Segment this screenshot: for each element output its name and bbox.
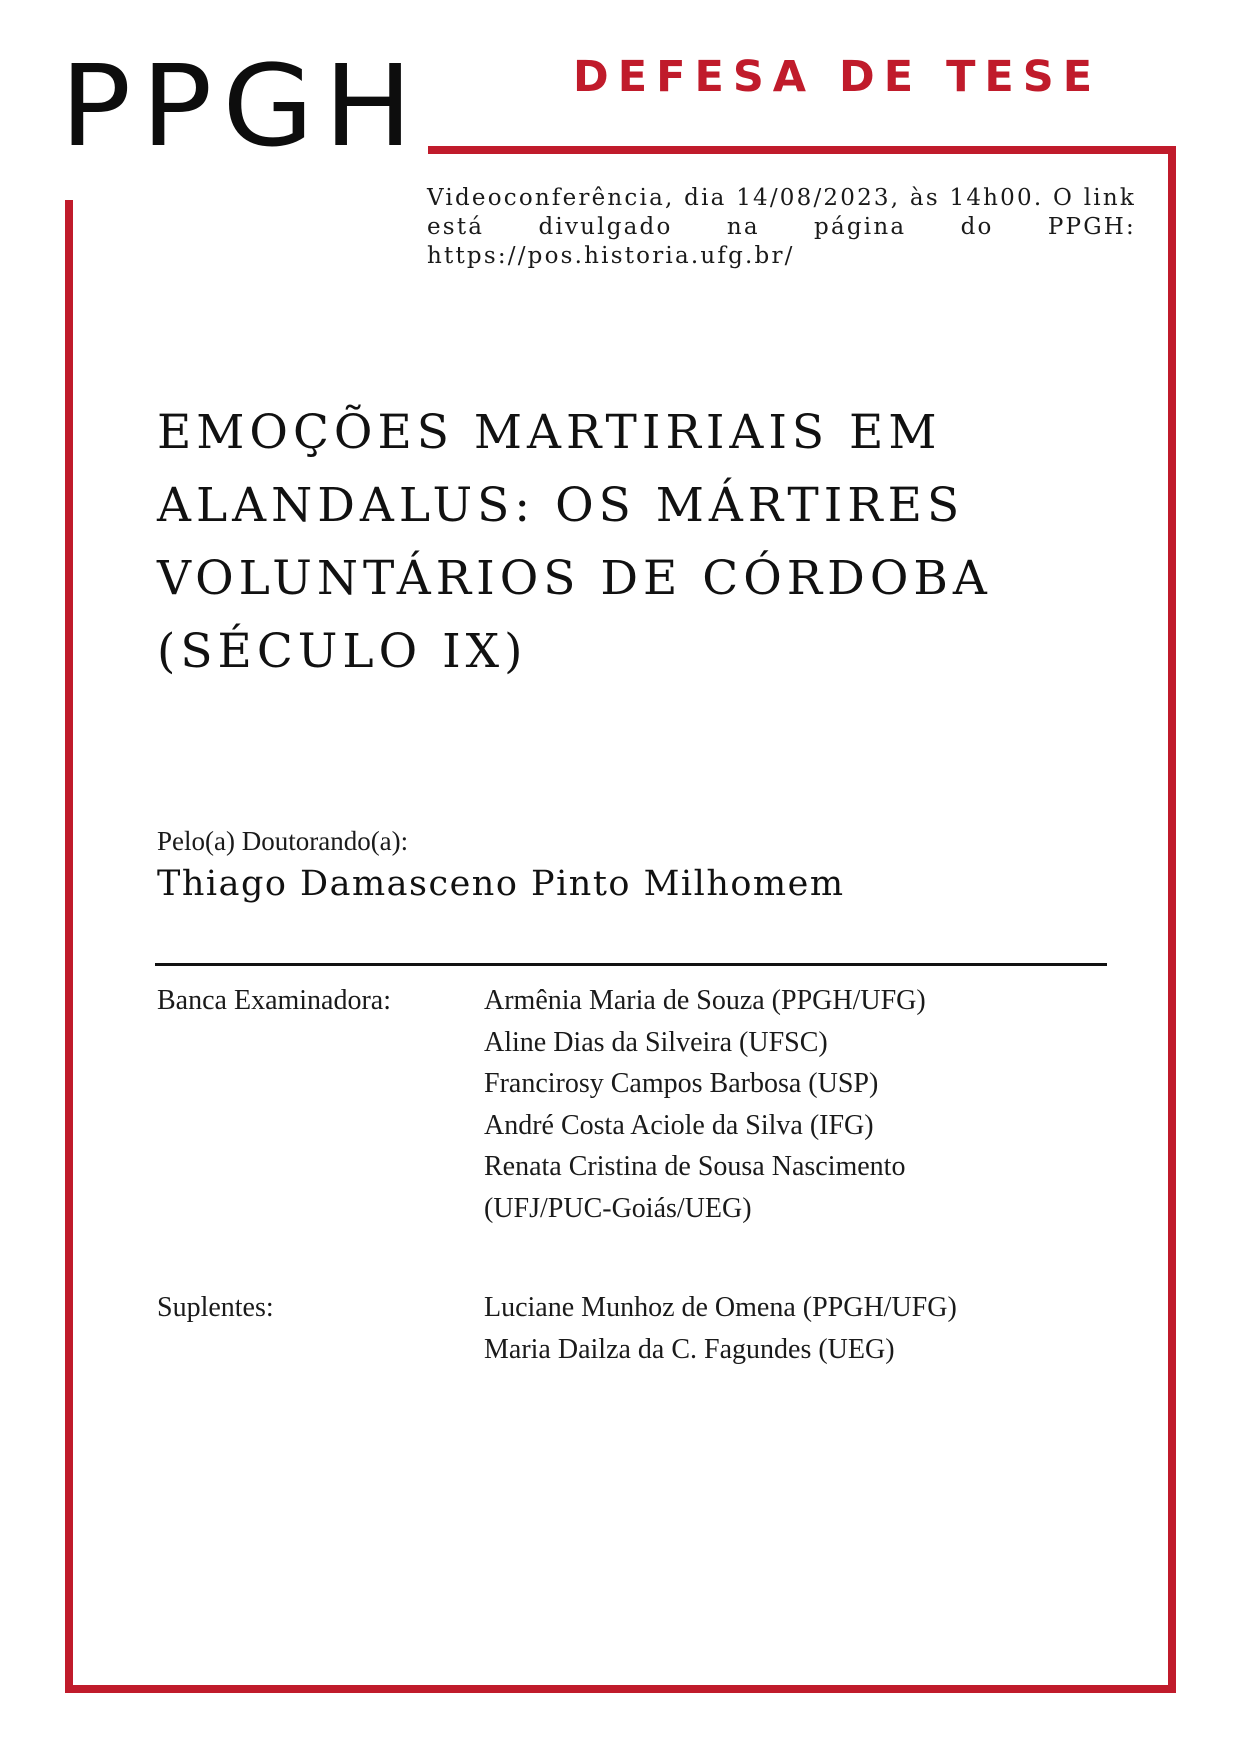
title-line: ALANDALUS: OS MÁRTIRES bbox=[157, 478, 965, 533]
board-member: Renata Cristina de Sousa Nascimento bbox=[484, 1151, 906, 1182]
alternates bbox=[157, 1287, 1117, 1370]
board-member: Armênia Maria de Souza (PPGH/UFG) bbox=[484, 985, 926, 1016]
event-type-label: DEFESA DE TESE bbox=[573, 52, 1102, 102]
alternate-member: Maria Dailza da C. Fagundes (UEG) bbox=[484, 1333, 895, 1365]
board-member: (UFJ/PUC-Goiás/UEG) bbox=[484, 1192, 752, 1224]
title-line: EMOÇÕES MARTIRIAIS EM bbox=[157, 405, 942, 460]
alternate-member: Luciane Munhoz de Omena (PPGH/UFG) bbox=[484, 1292, 957, 1323]
title-line: (SÉCULO IX) bbox=[157, 624, 528, 679]
event-info: Videoconferência, dia 14/08/2023, às 14h00. O link está divulgado na página do PPGH: https://pos.historia.ufg.br/ bbox=[427, 185, 1136, 269]
frame-left-border bbox=[65, 200, 73, 1693]
examining-board bbox=[157, 980, 1117, 1229]
examining-board-label: Banca Examinadora: bbox=[157, 985, 392, 1016]
board-member: André Costa Aciole da Silva (IFG) bbox=[484, 1109, 874, 1141]
title-line: VOLUNTÁRIOS DE CÓRDOBA bbox=[157, 551, 992, 606]
board-member: Francirosy Campos Barbosa (USP) bbox=[484, 1068, 879, 1099]
section-divider bbox=[155, 963, 1107, 966]
ppgh-logo: PPGH bbox=[60, 40, 423, 172]
committee-section bbox=[157, 980, 1117, 1370]
thesis-title bbox=[157, 396, 1117, 688]
candidate-name: Thiago Damasceno Pinto Milhomem bbox=[157, 864, 845, 904]
alternates-list bbox=[484, 1287, 1117, 1370]
frame-bottom-border bbox=[65, 1685, 1176, 1693]
candidate-label: Pelo(a) Doutorando(a): bbox=[157, 826, 409, 856]
examining-board-list bbox=[484, 980, 1117, 1229]
frame-top-border bbox=[428, 146, 1176, 154]
alternates-label: Suplentes: bbox=[157, 1292, 274, 1323]
board-member: Aline Dias da Silveira (UFSC) bbox=[484, 1026, 828, 1058]
frame-right-border bbox=[1168, 146, 1176, 1693]
